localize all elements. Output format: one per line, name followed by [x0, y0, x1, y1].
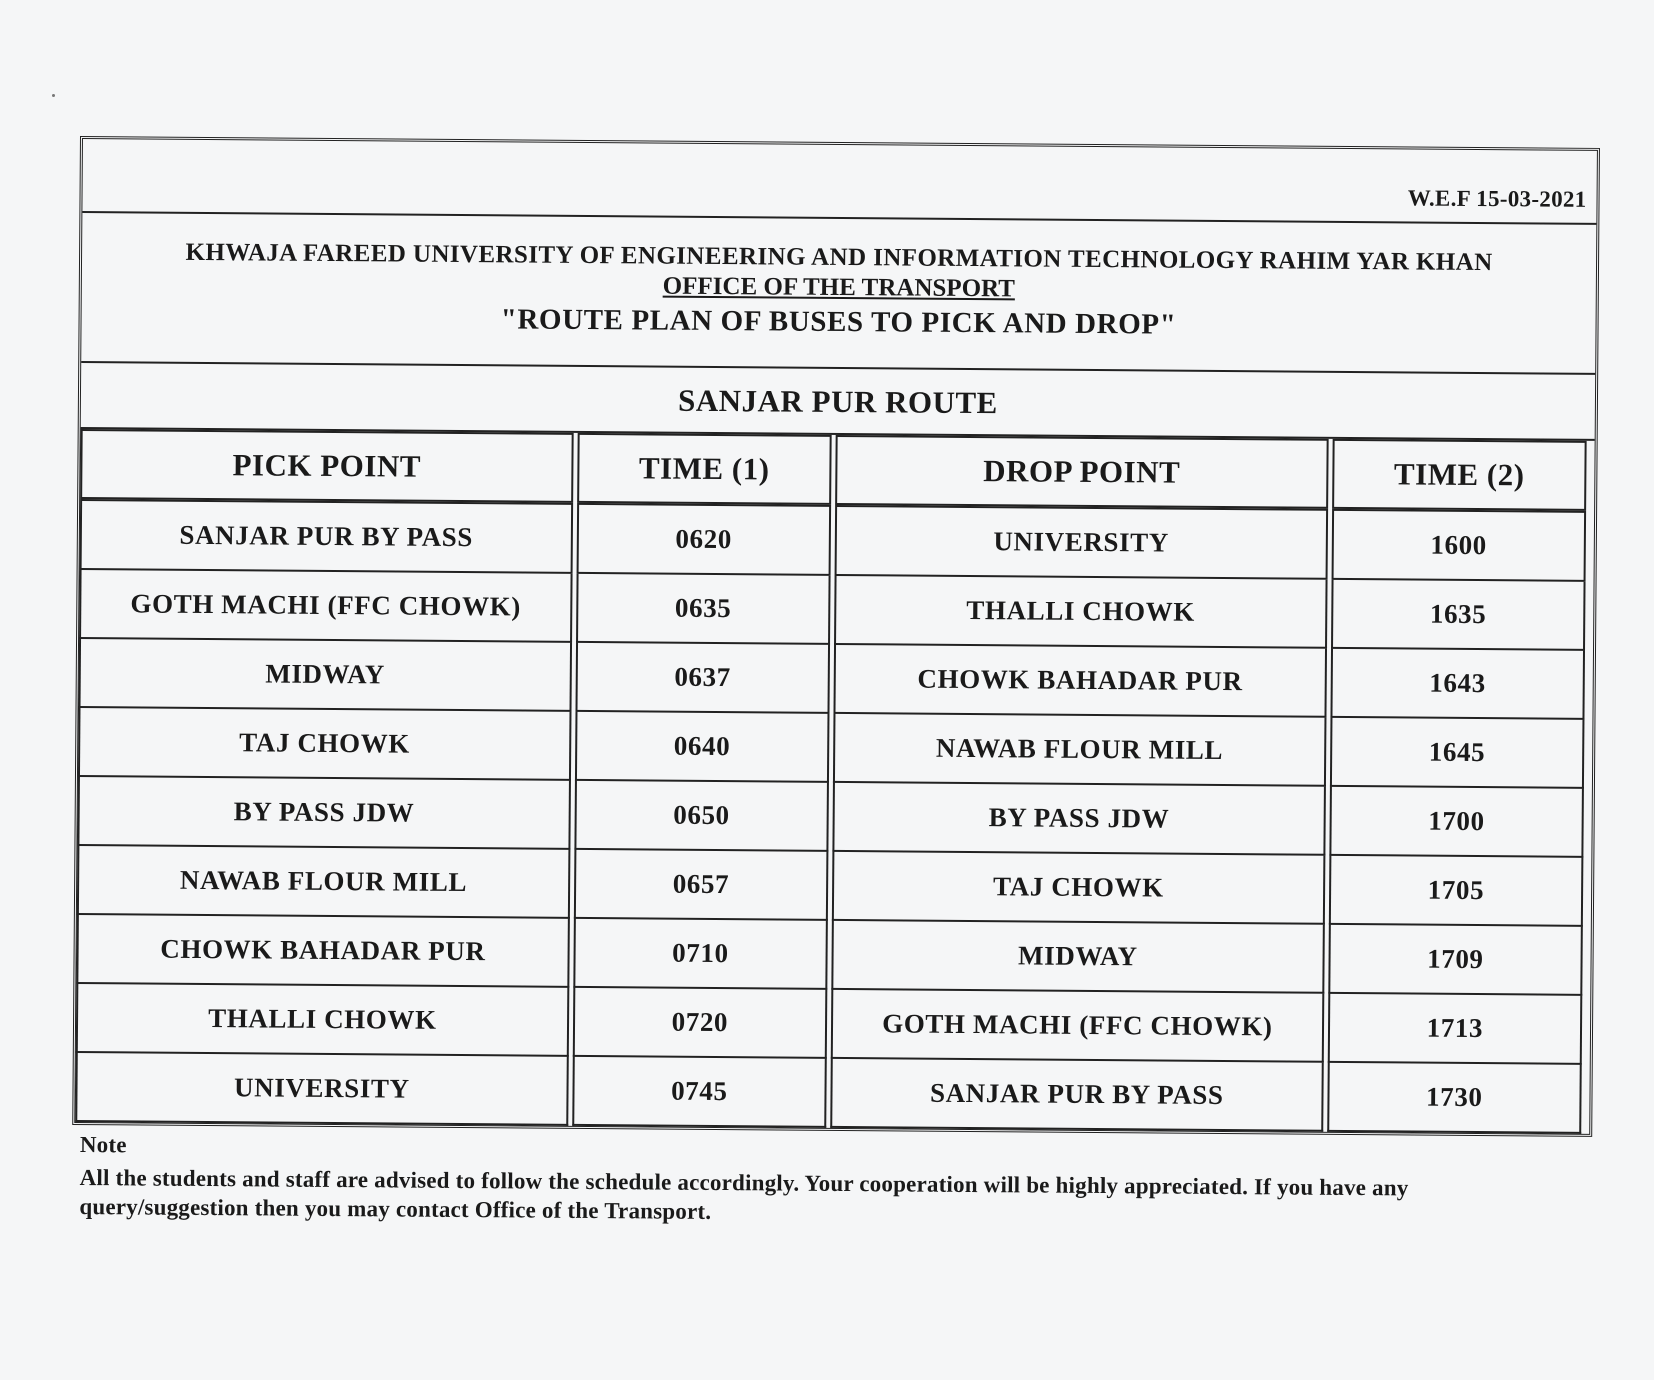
col-header-drop-point: DROP POINT [835, 435, 1328, 509]
pick-point-cell: THALLI CHOWK [76, 984, 569, 1057]
route-name: SANJAR PUR ROUTE [81, 363, 1595, 441]
wef-date: W.E.F 15-03-2021 [1407, 185, 1587, 212]
drop-point-cell: NAWAB FLOUR MILL [833, 714, 1326, 787]
time1-cell: 0657 [574, 850, 829, 921]
table-row [77, 777, 1583, 858]
schedule-table [71, 429, 1590, 1134]
drop-point-cell: CHOWK BAHADAR PUR [833, 645, 1326, 718]
table-row [76, 915, 1582, 996]
table-row [76, 984, 1582, 1065]
table-row [79, 639, 1585, 720]
pick-point-cell: SANJAR PUR BY PASS [80, 499, 573, 574]
drop-point-cell: UNIVERSITY [835, 505, 1328, 580]
table-row [80, 499, 1587, 582]
route-plan-frame [72, 136, 1600, 1137]
table-row [77, 846, 1583, 927]
time2-cell: 1643 [1330, 649, 1585, 720]
col-header-time-2: TIME (2) [1332, 439, 1587, 511]
pick-point-cell: CHOWK BAHADAR PUR [76, 915, 569, 988]
time2-cell: 1600 [1331, 509, 1586, 582]
col-header-time-1: TIME (1) [577, 433, 832, 505]
drop-point-cell: TAJ CHOWK [832, 852, 1325, 925]
time2-cell: 1709 [1328, 925, 1583, 996]
pick-point-cell: TAJ CHOWK [78, 708, 571, 781]
pick-point-cell: NAWAB FLOUR MILL [77, 846, 570, 919]
time1-cell: 0635 [576, 574, 831, 645]
time1-cell: 0710 [573, 919, 828, 990]
time1-cell: 0650 [574, 781, 829, 852]
time2-cell: 1700 [1329, 787, 1584, 858]
time1-cell: 0637 [575, 643, 830, 714]
drop-point-cell: THALLI CHOWK [834, 576, 1327, 649]
heading-block [81, 213, 1596, 375]
time1-cell: 0620 [576, 503, 831, 576]
table-row [79, 570, 1585, 651]
university-name: KHWAJA FAREED UNIVERSITY OF ENGINEERING AND INFORMATION TECHNOLOGY RAHIM YAR KHAN [185, 238, 1493, 277]
paper-speck [52, 94, 55, 97]
time1-cell: 0640 [575, 712, 830, 783]
pick-point-cell: UNIVERSITY [75, 1053, 568, 1126]
drop-point-cell: SANJAR PUR BY PASS [830, 1059, 1323, 1132]
table-row [78, 708, 1584, 789]
time1-cell: 0720 [572, 988, 827, 1059]
time2-cell: 1713 [1327, 994, 1582, 1065]
time2-cell: 1635 [1331, 580, 1586, 651]
drop-point-cell: GOTH MACHI (FFC CHOWK) [831, 990, 1324, 1063]
time2-cell: 1730 [1327, 1063, 1582, 1134]
time2-cell: 1645 [1330, 718, 1585, 789]
time1-cell: 0745 [572, 1057, 827, 1128]
table-row [75, 1053, 1581, 1134]
wef-row [82, 139, 1597, 225]
table-header-row [80, 429, 1587, 511]
col-header-pick-point: PICK POINT [80, 429, 573, 503]
plan-title: "ROUTE PLAN OF BUSES TO PICK AND DROP" [500, 303, 1177, 341]
office-title: OFFICE OF THE TRANSPORT [662, 272, 1016, 303]
pick-point-cell: MIDWAY [79, 639, 572, 712]
pick-point-cell: BY PASS JDW [77, 777, 570, 850]
drop-point-cell: BY PASS JDW [832, 783, 1325, 856]
pick-point-cell: GOTH MACHI (FFC CHOWK) [79, 570, 572, 643]
note-block [79, 1130, 1580, 1233]
note-text: All the students and staff are advised to follow the schedule accordingly. Your cooperation will be highly appreciated. If you have any query/suggestion then you may contact Office of the Transport. [79, 1164, 1409, 1224]
drop-point-cell: MIDWAY [831, 921, 1324, 994]
time2-cell: 1705 [1329, 856, 1584, 927]
note-title: Note [79, 1131, 127, 1158]
